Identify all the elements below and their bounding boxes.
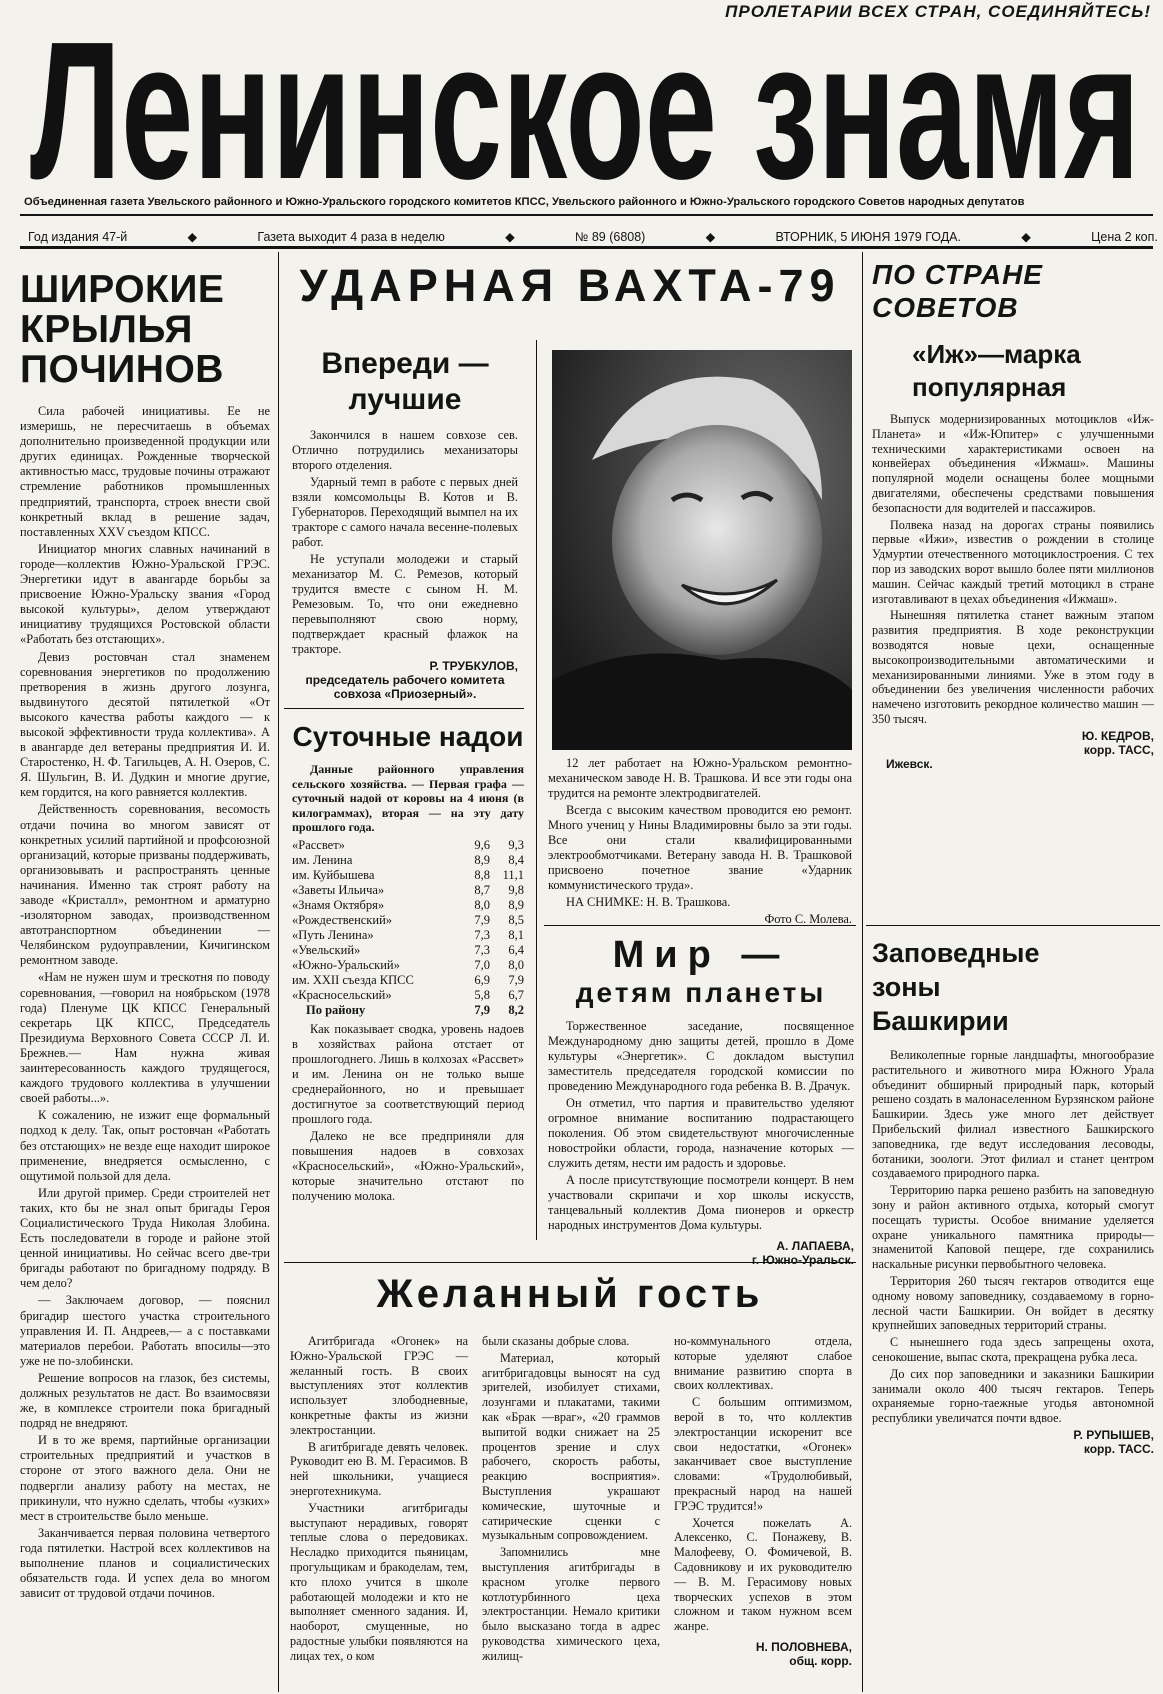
diamond-icon: ◆ — [505, 230, 515, 244]
table-row — [292, 898, 524, 913]
diamond-icon: ◆ — [1021, 230, 1031, 244]
issue-number: № 89 (6808) — [574, 229, 646, 244]
publication-year: Год издания 47-й — [28, 229, 128, 244]
paragraph: были сказаны добрые слова. — [482, 1334, 630, 1348]
issue-price: Цена 2 коп. — [1091, 229, 1158, 244]
paragraph: Торжественное заседание, посвященное Международному дню защиты детей, прошло в Доме культуры «Энергетик». С докладом выступил заместитель председателя городской комиссии по проведению Международного года ребенка В. В. Драчук. — [548, 1019, 854, 1093]
yield-last-year: 8,5 — [508, 912, 524, 927]
farm-name: «Рождественский» — [292, 912, 393, 927]
rubric-line-1: ПО СТРАНЕ — [872, 259, 1043, 290]
yield-current: 7,0 — [474, 957, 490, 972]
diamond-icon: ◆ — [187, 230, 198, 244]
masthead-title — [20, 8, 1150, 208]
photo-credit: Фото С. Молева. — [764, 912, 852, 926]
paragraph: «Нам не нужен шум и трескотня по поводу соревнования, —говорил на ноябрьском (1978 года) Пленуме ЦК КПСС Генеральный секретарь ЦК КПСС, Председатель Президиума Верховного Совета СССР Л. И. Брежнев.— Нам нужна живая заинтересованность каждого трудящегося, каждого трудового коллектива в улучшении своей работы...». — [20, 970, 270, 1106]
farm-name: «Южно-Уральский» — [292, 957, 400, 972]
yield-last-year: 7,9 — [508, 972, 524, 987]
column-divider-left — [278, 252, 279, 1692]
paragraph: Нынешняя пятилетка станет важным этапом развития предприятия. В ходе реконструкции возводятся новые цехи, оснащенные высокопроизводительными автоматическими и механизированными линиями. Уже в этом году в объединении без увеличения численности рабочих намечено изготовить рекордное количество машин —350 тысяч. — [872, 608, 1154, 726]
table-row — [292, 868, 524, 883]
party-slogan: ПРОЛЕТАРИИ ВСЕХ СТРАН, СОЕДИНЯЙТЕСЬ! — [725, 2, 1151, 21]
yield-current: 6,9 — [474, 972, 490, 987]
farm-name: По району — [306, 1002, 366, 1017]
yield-current: 5,8 — [474, 987, 490, 1002]
table-row — [292, 838, 524, 853]
paragraph: Далеко не все предприняли для повышения надоев в совхозах «Красносельский», «Южно-Уральский», которые значительно отстают по получению молока. — [292, 1128, 524, 1203]
article-column — [290, 1334, 468, 1668]
header-bottom-rule — [20, 246, 1153, 249]
divider — [284, 708, 524, 709]
paragraph: Или другой пример. Среди строителей нет таких, кто бы не знал опыт бригады Героя Социалистического Труда Николая Злобина. Есть последователи в городе и районе этой ценной инициативы. Но сейчас всего две-три бригады работают по бригадному подряду. В чем дело? — [20, 1185, 270, 1291]
dateline-place: Ижевск. — [886, 756, 933, 771]
yield-last-year: 8,2 — [508, 1002, 524, 1017]
paragraph: Великолепные горные ландшафты, многообразие растительного и животного мира Южного Урала объединит обширный природный парк, который решено создать в малонаселенном Бурзянском районе Башкирии. Здесь уже много лет действует Прибельский филиал известного Башкирского заповедника, где ведут исследования лесоводы, ботаники, зоологи. Этот филиал и станет центром создаваемого природного парка. — [872, 1048, 1154, 1181]
signature-role: корр. ТАСС, — [1083, 742, 1154, 757]
photo-subject: НА СНИМКЕ: Н. В. Трашкова. — [566, 895, 731, 909]
table-row — [292, 913, 524, 928]
article-bashkiria — [872, 936, 1154, 1456]
column-divider-right — [862, 252, 863, 1692]
article-vperedi — [292, 346, 518, 701]
paragraph: До сих пор заповедники и заказники Башкирии занимали около 400 тысяч гектаров. Теперь охраняемые горно-таежные угодья автономной республики увеличатся почти вдвое. — [872, 1366, 1154, 1426]
info-bar — [28, 229, 1158, 244]
milk-yield-table — [292, 838, 524, 1018]
paragraph: Действенность соревнования, весомость отдачи почина во многом зависят от конкретных усилий партийной и профсоюзной организаций, которые призваны поддерживать, организовывать и распространять ценные начинания. Именно так строят работу на заводе «Кристалл», ремонтном и арматурно -изоляторном заводах, производственном автотранспортном объединении — Челябинском рудоуправлении, Кичигинском ремонтном заводе. — [20, 802, 270, 968]
photo-caption — [548, 756, 852, 927]
signature-role: корр. ТАСС. — [1083, 1441, 1154, 1456]
paragraph: Сила рабочей инициативы. Ее не измеришь, не пересчитаешь в объемах дополнительно произведенной продукции или других единицах. Рожденные творческой активностью масс, трудовые почины отражают стремление работников промышленных предприятий, транспорта, строек внести свой конкретный вклад в решение задач, поставленных XXV съездом КПСС. — [20, 404, 270, 539]
signature: Р. РУПЫШЕВ, — [1073, 1427, 1154, 1442]
table-row — [292, 883, 524, 898]
signature-role: председатель рабочего комитета совхоза «Приозерный». — [305, 673, 505, 701]
signature: Н. ПОЛОВНЕВА, — [755, 1639, 852, 1654]
headline-izh: «Иж»—марка популярная — [912, 339, 1081, 402]
paragraph: К сожалению, не изжит еще формальный подход к делу. Так, опыт ростовчан «Работать без отстающих» не везде еще находит широкое применение, внедряется осмысленно, с ощутимой пользой для дела. — [20, 1108, 270, 1183]
paragraph: Агитбригада «Огонек» на Южно-Уральской ГРЭС — желанный гость. В своих выступлениях этот коллектив использует злободневные, конкретные факты из жизни электростанции. — [290, 1334, 468, 1437]
divider — [284, 1262, 856, 1263]
paragraph: Территорию парка решено разбить на заповедную зону и район активного отдыха, который смогут посещать туристы. Особое внимание уделяется охране уникального памятника природы— знаменитой Каповой пещере, где сохранились наскальные рисунки первобытного человека. — [872, 1183, 1154, 1272]
yield-last-year: 6,7 — [508, 987, 524, 1002]
paragraph: Инициатор многих славных начинаний в городе—коллектив Южно-Уральской ГРЭС. Энергетики идут в авангарде борьбы за присвоение Южно-Уральску звания «Город высокой культуры», делом утверждают инициативу трудящихся Ростовской области «Работать без отстающих». — [20, 541, 270, 647]
column-divider-center — [536, 340, 537, 1240]
farm-name: «Путь Ленина» — [292, 927, 374, 942]
yield-current: 7,3 — [474, 942, 490, 957]
yield-current: 7,3 — [474, 927, 490, 942]
diamond-icon: ◆ — [705, 230, 716, 244]
table-row — [292, 943, 524, 958]
paragraph: но-коммунального отдела, которые уделяют слабое внимание развитию спорта в своих коллективах. — [674, 1334, 852, 1393]
headline-zhelanny-gost: Желанный гость — [376, 1272, 764, 1316]
farm-name: «Увельский» — [292, 942, 361, 957]
headline-mir: Мир — — [612, 934, 790, 976]
yield-last-year: 8,0 — [508, 957, 524, 972]
issue-date: ВТОРНИК, 5 ИЮНЯ 1979 ГОДА. — [775, 229, 961, 244]
article-mir-detyam — [548, 935, 854, 1267]
rubric-line-2: СОВЕТОВ — [872, 292, 1019, 323]
paragraph: С большим оптимизмом, верой в то, что коллектив электростанции искоренит все свои недостатки, «Огонек» заканчивает свое выступление словами: «Трудолюбивый, прекрасный народ на нашей ГРЭС трудится!» — [674, 1395, 852, 1513]
yield-last-year: 9,3 — [508, 837, 524, 852]
signature-place: г. Южно-Уральск. — [751, 1253, 854, 1267]
divider — [544, 925, 856, 926]
paragraph: Территория 260 тысяч гектаров отводится еще одному новому заповеднику, создаваемому в горно-лесной части Башкирии. Он войдет в десятку крупнейших заповедных территорий страны. — [872, 1273, 1154, 1333]
table-row — [292, 958, 524, 973]
farm-name: «Красносельский» — [292, 987, 392, 1002]
paragraph: А после присутствующие посмотрели концерт. В нем участвовали скрипачи и хор школы искусств, танцевальный коллектив Дома пионеров и оркестр народных инструментов Дома культуры. — [548, 1173, 854, 1232]
farm-name: «Заветы Ильича» — [292, 882, 385, 897]
paragraph: 12 лет работает на Южно-Уральском ремонтно-механическом заводе Н. В. Трашкова. И все эти годы она трудится на ремонте электродвигателей. — [548, 756, 852, 800]
portrait-image — [552, 350, 852, 750]
farm-name: им. Ленина — [292, 852, 353, 867]
yield-last-year: 9,8 — [508, 882, 524, 897]
article-column — [482, 1334, 660, 1668]
yield-current: 7,9 — [474, 1002, 490, 1017]
publication-frequency: Газета выходит 4 раза в неделю — [257, 229, 445, 244]
yield-current: 7,9 — [474, 912, 490, 927]
paragraph: Выпуск модернизированных мотоциклов «Иж-Планета» и «Иж-Юпитер» с улучшенными техническими характеристиками освоен на конвейерах объединения «Ижмаш». Машины популярной модели оснащены более мощными двигателями, обеспечены средствами повышения безопасности для водителей и пассажиров. — [872, 412, 1154, 515]
yield-current: 8,8 — [474, 867, 490, 882]
divider — [866, 925, 1160, 926]
paragraph: Заканчивается первая половина четвертого года пятилетки. Настрой всех коллективов на выполнение планов и социалистических обязательств года. И успех дела во многом зависит от трудовой отдачи починов. — [20, 1525, 270, 1601]
signature: А. ЛАПАЕВА, — [776, 1239, 854, 1253]
paragraph: Всегда с высоким качеством проводится ею ремонт. Много учениц у Нины Владимировны было за эти годы. Все они стали квалифицированными электрообмотчиками. Ветерану завода Н. В. Трашковой присвоено почетное звание «Ударник коммунистического труда». — [548, 803, 852, 892]
rubric-po-strane-sovetov — [872, 258, 1158, 324]
article-column — [674, 1334, 852, 1668]
paragraph: Запомнились мне выступления агитбригады в красном уголке первого котлотурбинного цеха электростанции. Немало критики было высказано тогда в адрес руководства химического цеха, жилищ- — [482, 1545, 660, 1663]
portrait-photo — [552, 350, 852, 750]
paragraph: Решение вопросов на глазок, без системы, должных результатов не даст. Во взаимосвязи же, в комплексе строители пока бригадный подряд не внедряют. — [20, 1370, 270, 1431]
yield-current: 8,9 — [474, 852, 490, 867]
headline-vperedi: Впереди — лучшие — [321, 347, 489, 416]
masthead-title-text: Ленинское знамя — [30, 8, 1140, 208]
headline-shirokie-krylya: ШИРОКИЕ КРЫЛЬЯ ПОЧИНОВ — [20, 268, 225, 391]
farm-name: им. Куйбышева — [292, 867, 375, 882]
yield-last-year: 8,9 — [508, 897, 524, 912]
paragraph: Хочется пожелать А. Алексенко, С. Понажеву, В. Малофееву, О. Фомичевой, В. Садовникову и их руководителю — В. М. Герасимову новых творческих успехов в этом сложном и таком нужном всем жанре. — [674, 1515, 852, 1634]
paragraph: Не уступали молодежи и старый механизатор М. С. Ремезов, который трудится вместе с сыном Н. М. Ремезовым. То, что они ежедневно перевыполняют свою норму, подтверждает красный флажок на тракторе. — [292, 552, 518, 656]
table-row — [292, 973, 524, 988]
signature-role: общ. корр. — [789, 1653, 852, 1668]
header-top-rule — [20, 214, 1153, 216]
farm-name: «Знамя Октября» — [292, 897, 385, 912]
table-row — [292, 988, 524, 1003]
paragraph: Девиз ростовчан стал знаменем соревнования энергетиков по продолжению претворения в жизнь другого лозунга, выдвинутого десятой пятилеткой «От высокого качества работы каждого — к высокой эффективности труда коллектива». А в авангарде дел ветераны предприятия И. И. Старостенко, Н. Ф. Тагильцев, А. Н. Озеров, С. Я. Шульгин, В. И. Дудкин и многие другие, кем гордится, на кого равняется коллектив. — [20, 649, 270, 800]
article-izh — [872, 338, 1154, 771]
table-total-row — [292, 1003, 524, 1018]
farm-name: «Рассвет» — [292, 837, 345, 852]
nadoi-intro: Данные районного управления сельского хозяйства. — Первая графа —суточный надой от коровы на 4 июня (в килограммах), вторая — на эту дату прошлого года. — [292, 762, 524, 834]
article-sutochnye-nadoi — [292, 720, 524, 1206]
yield-current: 9,6 — [474, 837, 490, 852]
masthead-subtitle: Объединенная газета Увельского районного и Южно-Уральского городского комитетов КПСС, Увельского районного и Южно-Уральского городского Советов народных депутатов — [24, 196, 1025, 208]
paragraph: Материал, который агитбригадовцы выносят на суд зрителей, изобилует стихами, лозунгами и плакатами, такими как «Брак —враг», «20 граммов выпитой водки снижает на 25 процентов зрение и слух рабочего, скорость работы, реакцию восприятия». Выступления украшают комические, шуточные и сатирические сценки с музыкальным сопровождением. — [482, 1350, 660, 1543]
paragraph: Он отметил, что партия и правительство уделяют огромное внимание воспитанию подрастающего поколения. Об этом свидетельствуют многочисленные новостройки области, города, назначение которых — служить детям, нести им радость и здоровье. — [548, 1096, 854, 1170]
paragraph: Как показывает сводка, уровень надоев в хозяйствах района отстает от прошлогоднего. Лишь в колхозах «Рассвет» и им. Ленина он не только выше среднерайонного, но и превышает достигнутое за соответствующий период прошлого года. — [292, 1021, 524, 1126]
yield-last-year: 6,4 — [508, 942, 524, 957]
table-row — [292, 928, 524, 943]
paragraph: В агитбригаде девять человек. Руководит ею В. М. Герасимов. В ней школьники, учащиеся энерготехникума. — [290, 1439, 468, 1498]
yield-last-year: 11,1 — [502, 867, 524, 882]
yield-current: 8,7 — [474, 882, 490, 897]
yield-current: 8,0 — [474, 897, 490, 912]
paragraph: Ударный темп в работе с первых дней взяли комсомольцы В. Котов и В. Губернаторов. Переходящий вымпел на их тракторе с самого начала весенне-полевых работ. — [292, 475, 518, 549]
paragraph: Участники агитбригады выступают нерадивых, говорят теплые слова о передовиках. Несладко приходится пьяницам, прогульщикам и бракоделам, тем, кто плохо учится в школе работающей молодежи и кто не выполняет сменного задания. И, наоборот, смущенные, но радостные улыбки появляются на лицах тех, о ком — [290, 1500, 468, 1663]
table-row — [292, 853, 524, 868]
headline-nadoi: Суточные надои — [292, 721, 524, 752]
paragraph: И в то же время, партийные организации строительных предприятий и участков в стороне от этого важного дела. Они не подвергли анализу работу на местах, не прикинули, что нужно сделать, чтобы «узких» мест в строительстве было меньше. — [20, 1433, 270, 1523]
paragraph: — Заключаем договор, — пояснил бригадир шестого участка строительного управления И. П. Андреев,— а с поставками материалов перебои. Работать впосилы—это уже не по-злобински. — [20, 1293, 270, 1368]
banner-udarnaya-vakhta: УДАРНАЯ ВАХТА-79 — [299, 260, 841, 311]
farm-name: им. XXII съезда КПСС — [292, 972, 414, 987]
signature: Р. ТРУБКУЛОВ, — [429, 659, 518, 673]
paragraph: С нынешнего года здесь запрещены охота, сенокошение, выпас скота, прекращена рубка леса. — [872, 1335, 1154, 1364]
headline-detyam: детям планеты — [575, 977, 827, 1008]
yield-last-year: 8,1 — [508, 927, 524, 942]
paragraph: Закончился в нашем совхозе сев. Отлично потрудились механизаторы второго отделения. — [292, 428, 518, 472]
signature: Ю. КЕДРОВ, — [1081, 728, 1154, 743]
yield-last-year: 8,4 — [508, 852, 524, 867]
article-zhelanny-gost — [290, 1334, 852, 1668]
paragraph: Полвека назад на дорогах страны появились первые «Ижи», известив о рождении в столице Удмуртии отечественного мотоциклостроения. С тех пор из заводских ворот вышло более пяти миллионов машин. Сейчас каждый третий мотоцикл в стране изготавливают в цехах объединения «Ижмаш». — [872, 517, 1154, 606]
headline-bashkiria: Заповедные зоны Башкирии — [872, 938, 1040, 1036]
article-shirokie-krylya — [20, 270, 270, 1603]
